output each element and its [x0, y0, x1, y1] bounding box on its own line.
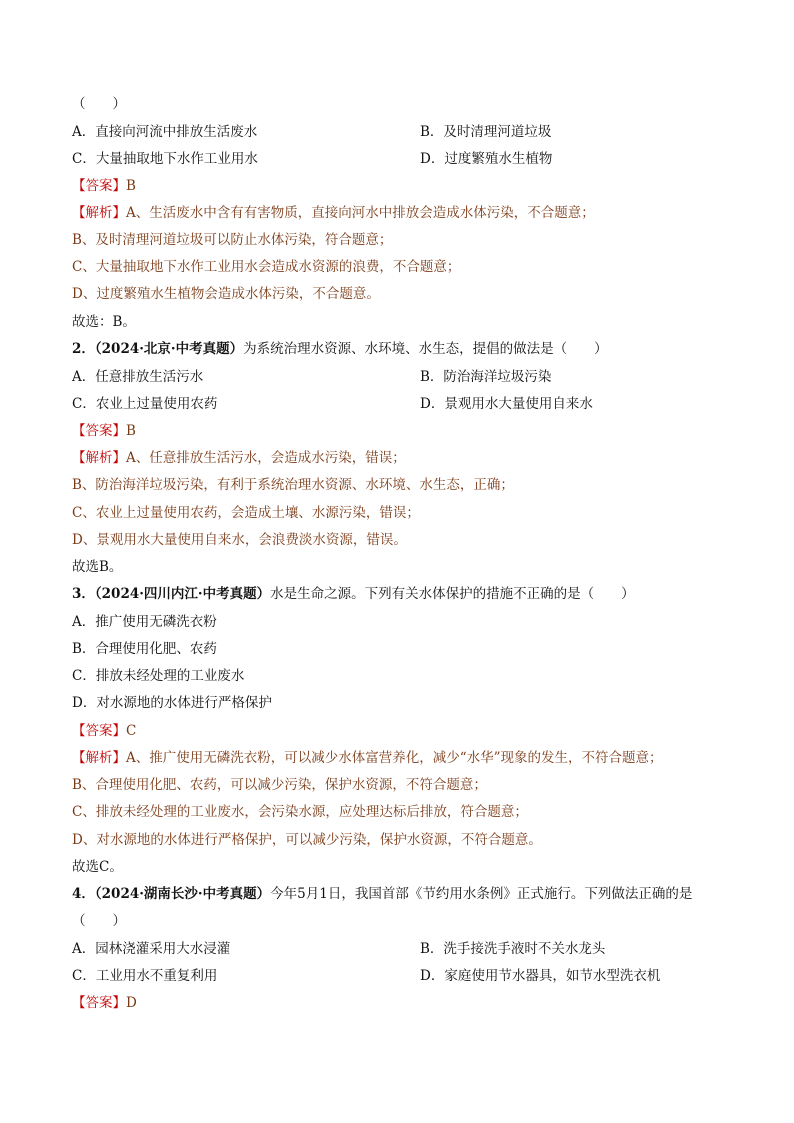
- q2-analysis-line-3: C、农业上过量使用农药，会造成土壤、水源污染，错误；: [72, 505, 420, 521]
- q4-answer: [72, 994, 137, 1012]
- analysis-tag: 【解析】: [72, 205, 126, 221]
- q3-option-c: C．排放未经处理的工业废水: [72, 668, 245, 684]
- question-source: （2024·四川内江·中考真题）: [94, 586, 271, 602]
- q4-options-row-2: [72, 967, 661, 985]
- question-text: 水是生命之源。下列有关水体保护的措施不正确的是（ ）: [270, 586, 635, 602]
- q3-analysis-line-4: D、对水源地的水体进行严格保护，可以减少污染，保护水资源，不符合题意。: [72, 832, 542, 848]
- q3-analysis-line-3: C、排放未经处理的工业废水，会污染水源，应处理达标后排放，符合题意；: [72, 804, 528, 820]
- q4-options-row-1: [72, 940, 606, 958]
- q2-conclusion: 故选B。: [72, 559, 123, 575]
- q1-option-c: C．大量抽取地下水作工业用水: [72, 151, 258, 167]
- q3-option-b: B．合理使用化肥、农药: [72, 641, 217, 657]
- answer-tag: 【答案】: [72, 723, 126, 739]
- q1-option-d: D．过度繁殖水生植物: [420, 151, 553, 167]
- q2-option-c: C．农业上过量使用农药: [72, 396, 218, 412]
- answer-value: C: [126, 723, 137, 739]
- answer-value: B: [126, 178, 136, 194]
- question-text: 为系统治理水资源、水环境、水生态，提倡的做法是（ ）: [243, 341, 608, 357]
- q1-option-a: A．直接向河流中排放生活废水: [72, 124, 258, 140]
- question-text: 今年5月1日，我国首部《节约用水条例》正式施行。下列做法正确的是: [270, 886, 693, 902]
- q4-stem: [72, 885, 692, 903]
- question-source: （2024·湖南长沙·中考真题）: [94, 886, 271, 902]
- q1-analysis-line-4: D、过度繁殖水生植物会造成水体污染，不合题意。: [72, 286, 380, 302]
- q1-options-row-2: [72, 150, 553, 168]
- answer-value: B: [126, 423, 136, 439]
- q4-option-b: B．洗手接洗手液时不关水龙头: [420, 941, 606, 957]
- q3-stem: [72, 585, 635, 603]
- question-number: 2．: [72, 341, 95, 357]
- q2-stem: [72, 340, 608, 358]
- analysis-tag: 【解析】: [72, 450, 126, 466]
- q1-option-b: B．及时清理河道垃圾: [420, 124, 552, 140]
- answer-value: D: [126, 995, 137, 1011]
- q1-answer: [72, 177, 136, 195]
- q3-option-d: D．对水源地的水体进行严格保护: [72, 695, 272, 711]
- q1-analysis-line-3: C、大量抽取地下水作工业用水会造成水资源的浪费，不合题意；: [72, 259, 461, 275]
- question-number: 3．: [72, 586, 95, 602]
- q2-options-row-1: [72, 368, 552, 386]
- q2-options-row-2: [72, 395, 593, 413]
- q4-paren: （ ）: [72, 913, 126, 929]
- q2-analysis-line-1: 【解析】A、任意排放生活污水，会造成水污染，错误；: [72, 450, 406, 466]
- q2-analysis-line-4: D、景观用水大量使用自来水，会浪费淡水资源，错误。: [72, 532, 407, 548]
- answer-tag: 【答案】: [72, 995, 126, 1011]
- q2-answer: [72, 422, 136, 440]
- question-number: 4．: [72, 886, 95, 902]
- q3-option-a: A．推广使用无磷洗衣粉: [72, 614, 217, 630]
- q1-analysis-line-2: B、及时清理河道垃圾可以防止水体污染，符合题意；: [72, 232, 393, 248]
- q2-analysis-line-2: B、防治海洋垃圾污染，有利于系统治理水资源、水环境、水生态，正确；: [72, 477, 514, 493]
- q3-answer: [72, 722, 136, 740]
- analysis-tag: 【解析】: [72, 750, 126, 766]
- answer-tag: 【答案】: [72, 423, 126, 439]
- q4-option-a: A．园林浇灌采用大水浸灌: [72, 941, 231, 957]
- q4-option-c: C．工业用水不重复利用: [72, 968, 218, 984]
- q1-analysis-line-1: 【解析】A、生活废水中含有有害物质，直接向河水中排放会造成水体污染，不合题意；: [72, 205, 595, 221]
- q2-option-d: D．景观用水大量使用自来水: [420, 396, 593, 412]
- answer-tag: 【答案】: [72, 178, 126, 194]
- q2-option-a: A．任意排放生活污水: [72, 369, 204, 385]
- q2-option-b: B．防治海洋垃圾污染: [420, 369, 552, 385]
- q3-conclusion: 故选C。: [72, 859, 123, 875]
- q1-conclusion: 故选：B。: [72, 314, 136, 330]
- question-source: （2024·北京·中考真题）: [94, 341, 244, 357]
- q4-option-d: D．家庭使用节水器具，如节水型洗衣机: [420, 968, 661, 984]
- q3-analysis-line-1: 【解析】A、推广使用无磷洗衣粉，可以减少水体富营养化，减少“水华”现象的发生，不符合题意；: [72, 750, 663, 766]
- q3-analysis-line-2: B、合理使用化肥、农药，可以减少污染，保护水资源，不符合题意；: [72, 777, 487, 793]
- q1-paren: （ ）: [72, 96, 126, 112]
- q1-options-row-1: [72, 123, 552, 141]
